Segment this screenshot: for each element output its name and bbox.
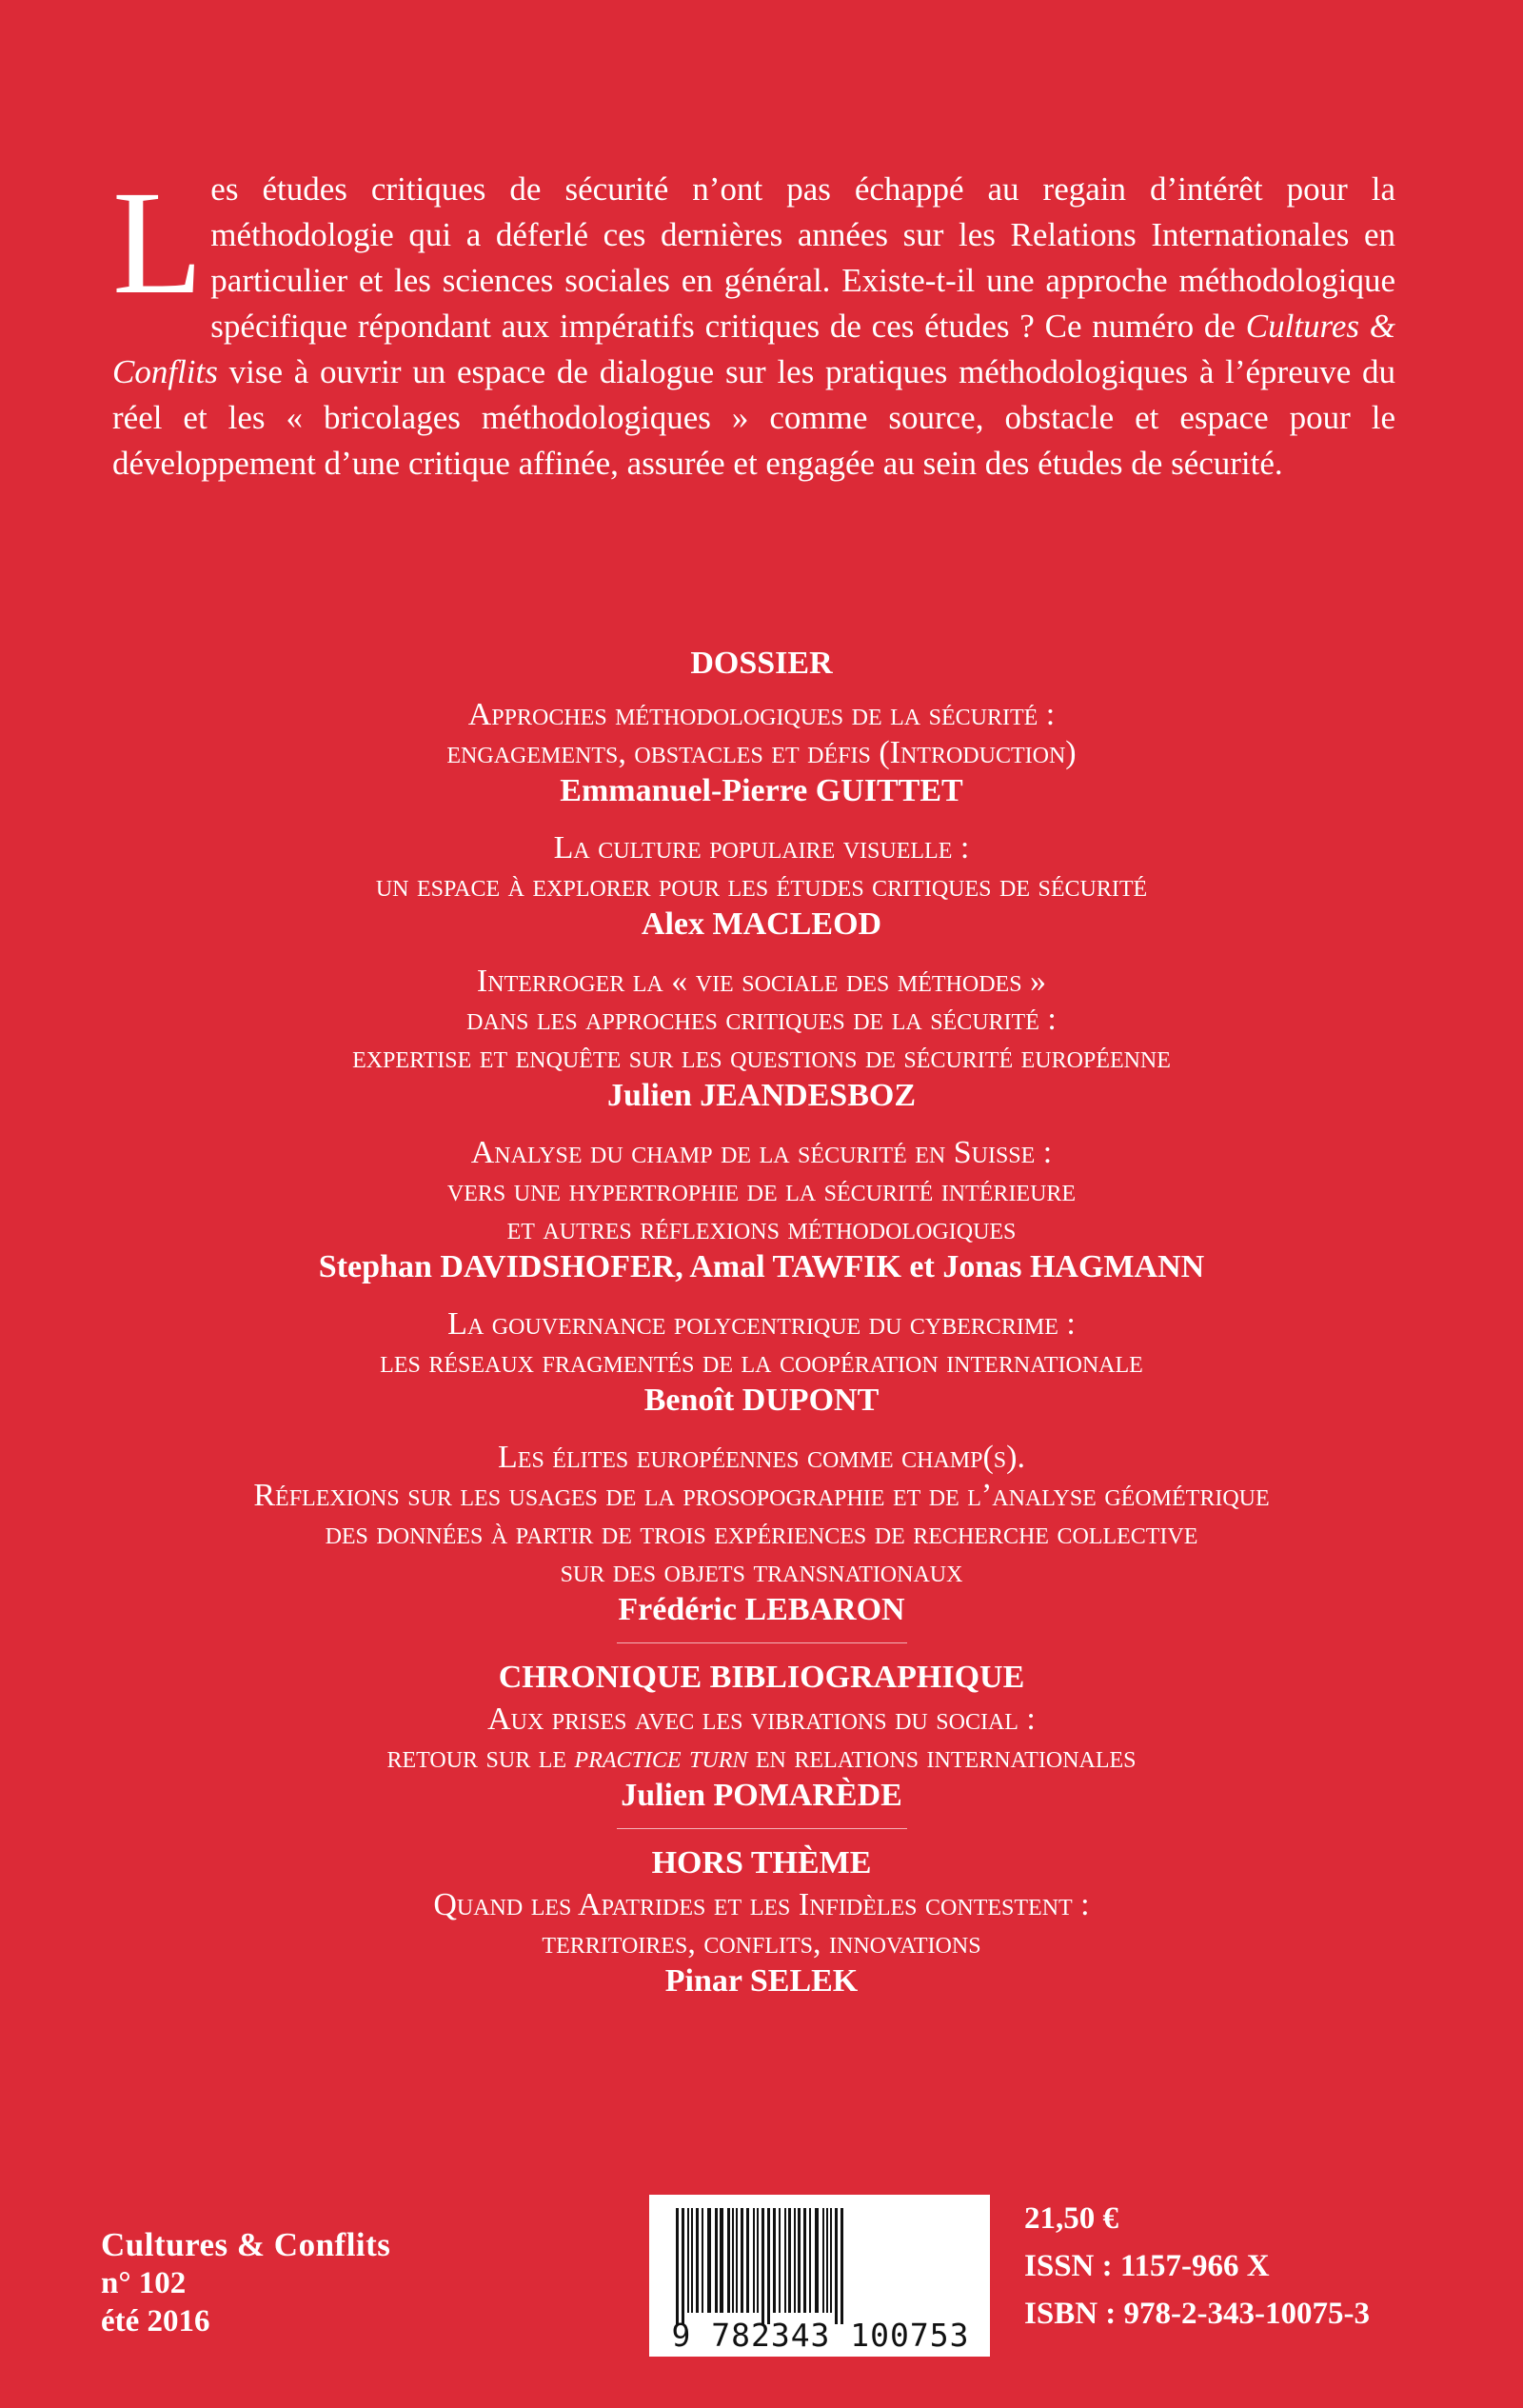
price-and-codes [1024,2195,1370,2338]
entry-title-line [0,1739,1523,1777]
entry-title-line: Aux prises avec les vibrations du social : [487,1702,1036,1737]
entry-title-line: La culture populaire visuelle : [553,830,970,866]
entry-title-text: retour sur le [386,1740,575,1775]
entry-author: Julien POMARÈDE [621,1778,902,1813]
toc-entry-davidshofer [0,1134,1523,1286]
entry-author: Pinar SELEK [664,1963,859,1999]
isbn: ISBN : 978-2-343-10075-3 [1024,2297,1370,2331]
entry-author: Frédéric LEBARON [618,1592,905,1627]
entry-title-line: Interroger la « vie sociale des méthodes » [476,964,1047,999]
intro-text-2: vise à ouvrir un espace de dialogue sur les pratiques méthodologiques à l’épreuve du réel et les « bricolages méthodologiques » comme source, obstacle et espace pour le développement d’une critique affinée, assurée et engagée au sein des études de sécurité. [112,353,1395,482]
entry-title-line: engagements, obstacles et défis (Introduction) [446,735,1077,770]
toc-entry-guittet [0,696,1523,810]
barcode-digits: 9 782343 100753 [671,2317,970,2354]
toc-entry-lebaron [0,1439,1523,1629]
toc-entry-selek [0,1886,1523,2000]
toc-entry-pomarede [0,1701,1523,1815]
entry-title-line: des données à partir de trois expériences de recherche collective [325,1516,1198,1551]
intro-paragraph [112,160,1395,487]
entry-title-line: sur des objets transnationaux [560,1554,963,1589]
entry-title-line: et autres réflexions méthodologiques [506,1211,1017,1246]
dossier-heading: DOSSIER [690,646,833,681]
entry-title-line: dans les approches critiques de la sécurité : [466,1002,1057,1037]
price: 21,50 € [1024,2201,1118,2236]
entry-title-line: un espace à explorer pour les études critiques de sécurité [375,868,1148,904]
entry-title-line: Les élites européennes comme champ(s). [498,1440,1025,1475]
journal-name: Cultures & Conflits [101,2226,391,2263]
entry-author: Alex MACLEOD [641,906,882,942]
toc-entry-dupont [0,1305,1523,1420]
issue-info [101,2226,390,2340]
entry-author: Stephan DAVIDSHOFER, Amal TAWFIK et Jonas HAGMANN [318,1249,1205,1284]
issue-number: n° 102 [101,2266,187,2300]
entry-title-text: en relations internationales [747,1740,1137,1775]
chronique-heading: CHRONIQUE BIBLIOGRAPHIQUE [498,1660,1025,1695]
entry-author: Benoît DUPONT [643,1383,880,1418]
entry-title-line: Analyse du champ de la sécurité en Suisse : [470,1135,1053,1170]
entry-title-line: La gouvernance polycentrique du cybercrime : [447,1306,1076,1342]
entry-title-line: les réseaux fragmentés de la coopération internationale [380,1344,1143,1380]
table-of-contents [0,641,1523,2000]
entry-title-line: territoires, conflits, innovations [542,1925,981,1960]
section-divider [617,1642,907,1643]
entry-title-line: Réflexions sur les usages de la prosopographie et de l’analyse géométrique [253,1478,1270,1513]
entry-title-italic: practice turn [574,1740,748,1775]
entry-author: Julien JEANDESBOZ [606,1078,917,1113]
section-divider [617,1828,907,1829]
issue-season: été 2016 [101,2304,210,2338]
hors-theme-heading: HORS THÈME [651,1845,872,1881]
entry-title-line: vers une hypertrophie de la sécurité intérieure [446,1173,1077,1208]
isbn-barcode [649,2195,990,2357]
entry-author: Emmanuel-Pierre GUITTET [560,773,963,808]
entry-title-line: expertise et enquête sur les questions de sécurité européenne [352,1040,1171,1075]
toc-entry-macleod [0,829,1523,944]
drop-cap: L [112,160,204,325]
issn: ISSN : 1157-966 X [1024,2249,1270,2283]
entry-title-line: Approches méthodologiques de la sécurité : [467,697,1056,732]
toc-entry-jeandesboz [0,963,1523,1115]
journal-title-italic: Cultures & Conflits [112,308,1395,390]
intro-text-1: es études critiques de sécurité n’ont pas échappé au regain d’intérêt pour la méthodologie qui a déferlé ces dernières années sur les Relations Internationales en particulier et les sciences sociales en général. Existe-t-il une approche méthodologique spécifique répondant aux impératifs critiques de ces études ? Ce numéro de [210,170,1395,345]
entry-title-line: Quand les Apatrides et les Infidèles contestent : [433,1887,1090,1922]
